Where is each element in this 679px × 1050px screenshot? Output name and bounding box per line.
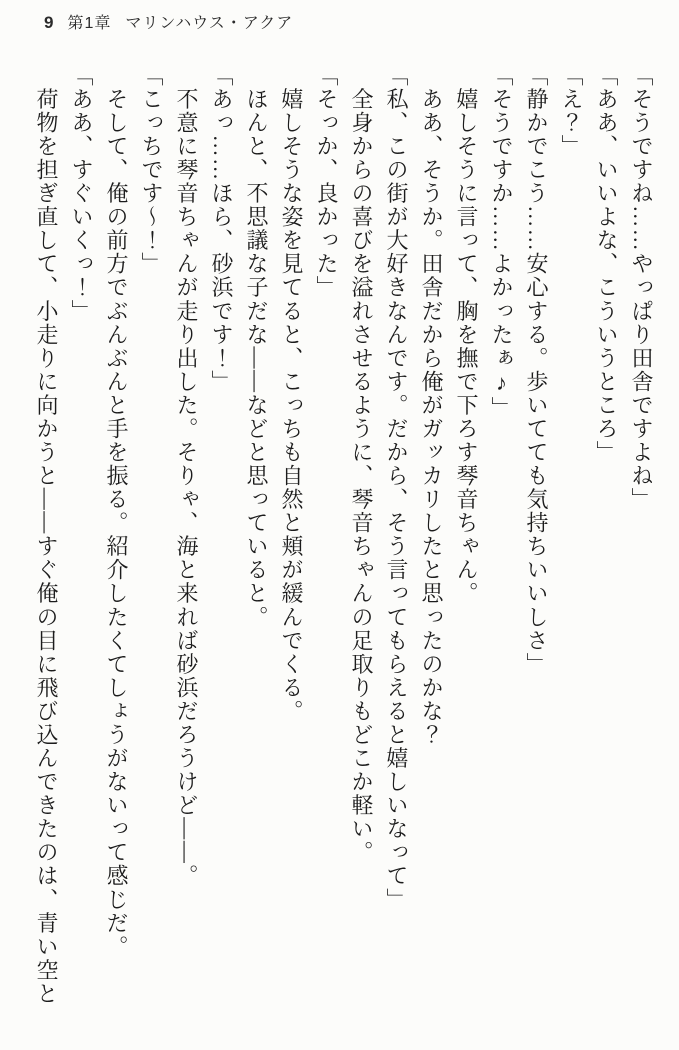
paragraph: 嬉しそうな姿を見てると、こっちも自然と頬が緩んでくる。 [279,64,304,724]
paragraph: 「そうですか……よかったぁ♪」 [489,64,514,421]
paragraph: 荷物を担ぎ直して、小走りに向かうと――すぐ俺の目に飛び込んできたのは、青い空と [34,64,59,1006]
paragraph: 「静かでこう……安心する。歩いてても気持ちいいしさ」 [524,64,549,677]
paragraph: 「あっ……ほら、砂浜です！」 [209,64,234,394]
paragraph: 「そっか、良かった」 [314,64,339,300]
vertical-text-body [22,64,659,1048]
page-number: 9 [44,13,54,32]
paragraph: ああ、そうか。田舎だから俺がガッカリしたと思ったのかな？ [419,64,444,747]
paragraph: ほんと、不思議な子だな――などと思っていると。 [244,64,269,629]
paragraph: そして、俺の前方でぶんぶんと手を振る。紹介したくてしょうがないって感じだ。 [104,64,129,959]
paragraph: 「こっちです〜！」 [139,64,164,276]
chapter-title: マリンハウス・アクア [125,15,294,32]
paragraph: 「ああ、いいよな、こういうところ」 [594,64,619,465]
paragraph: 全身からの喜びを溢れさせるように、琴音ちゃんの足取りもどこか軽い。 [349,64,374,865]
paragraph: 「そうですね……やっぱり田舎ですよね」 [629,64,654,512]
paragraph: 「ああ、すぐいくっ！」 [69,64,94,323]
paragraph: 「私、この街が大好きなんです。だから、そう言ってもらえると嬉しいなって」 [384,64,409,912]
paragraph: 不意に琴音ちゃんが走り出した。そりゃ、海と来れば砂浜だろうけど――。 [174,64,199,888]
paragraph: 嬉しそうに言って、胸を撫で下ろす琴音ちゃん。 [454,64,479,606]
running-head [44,10,293,33]
chapter-label: 第1章 [67,15,112,32]
paragraph: 「え？」 [559,64,584,159]
